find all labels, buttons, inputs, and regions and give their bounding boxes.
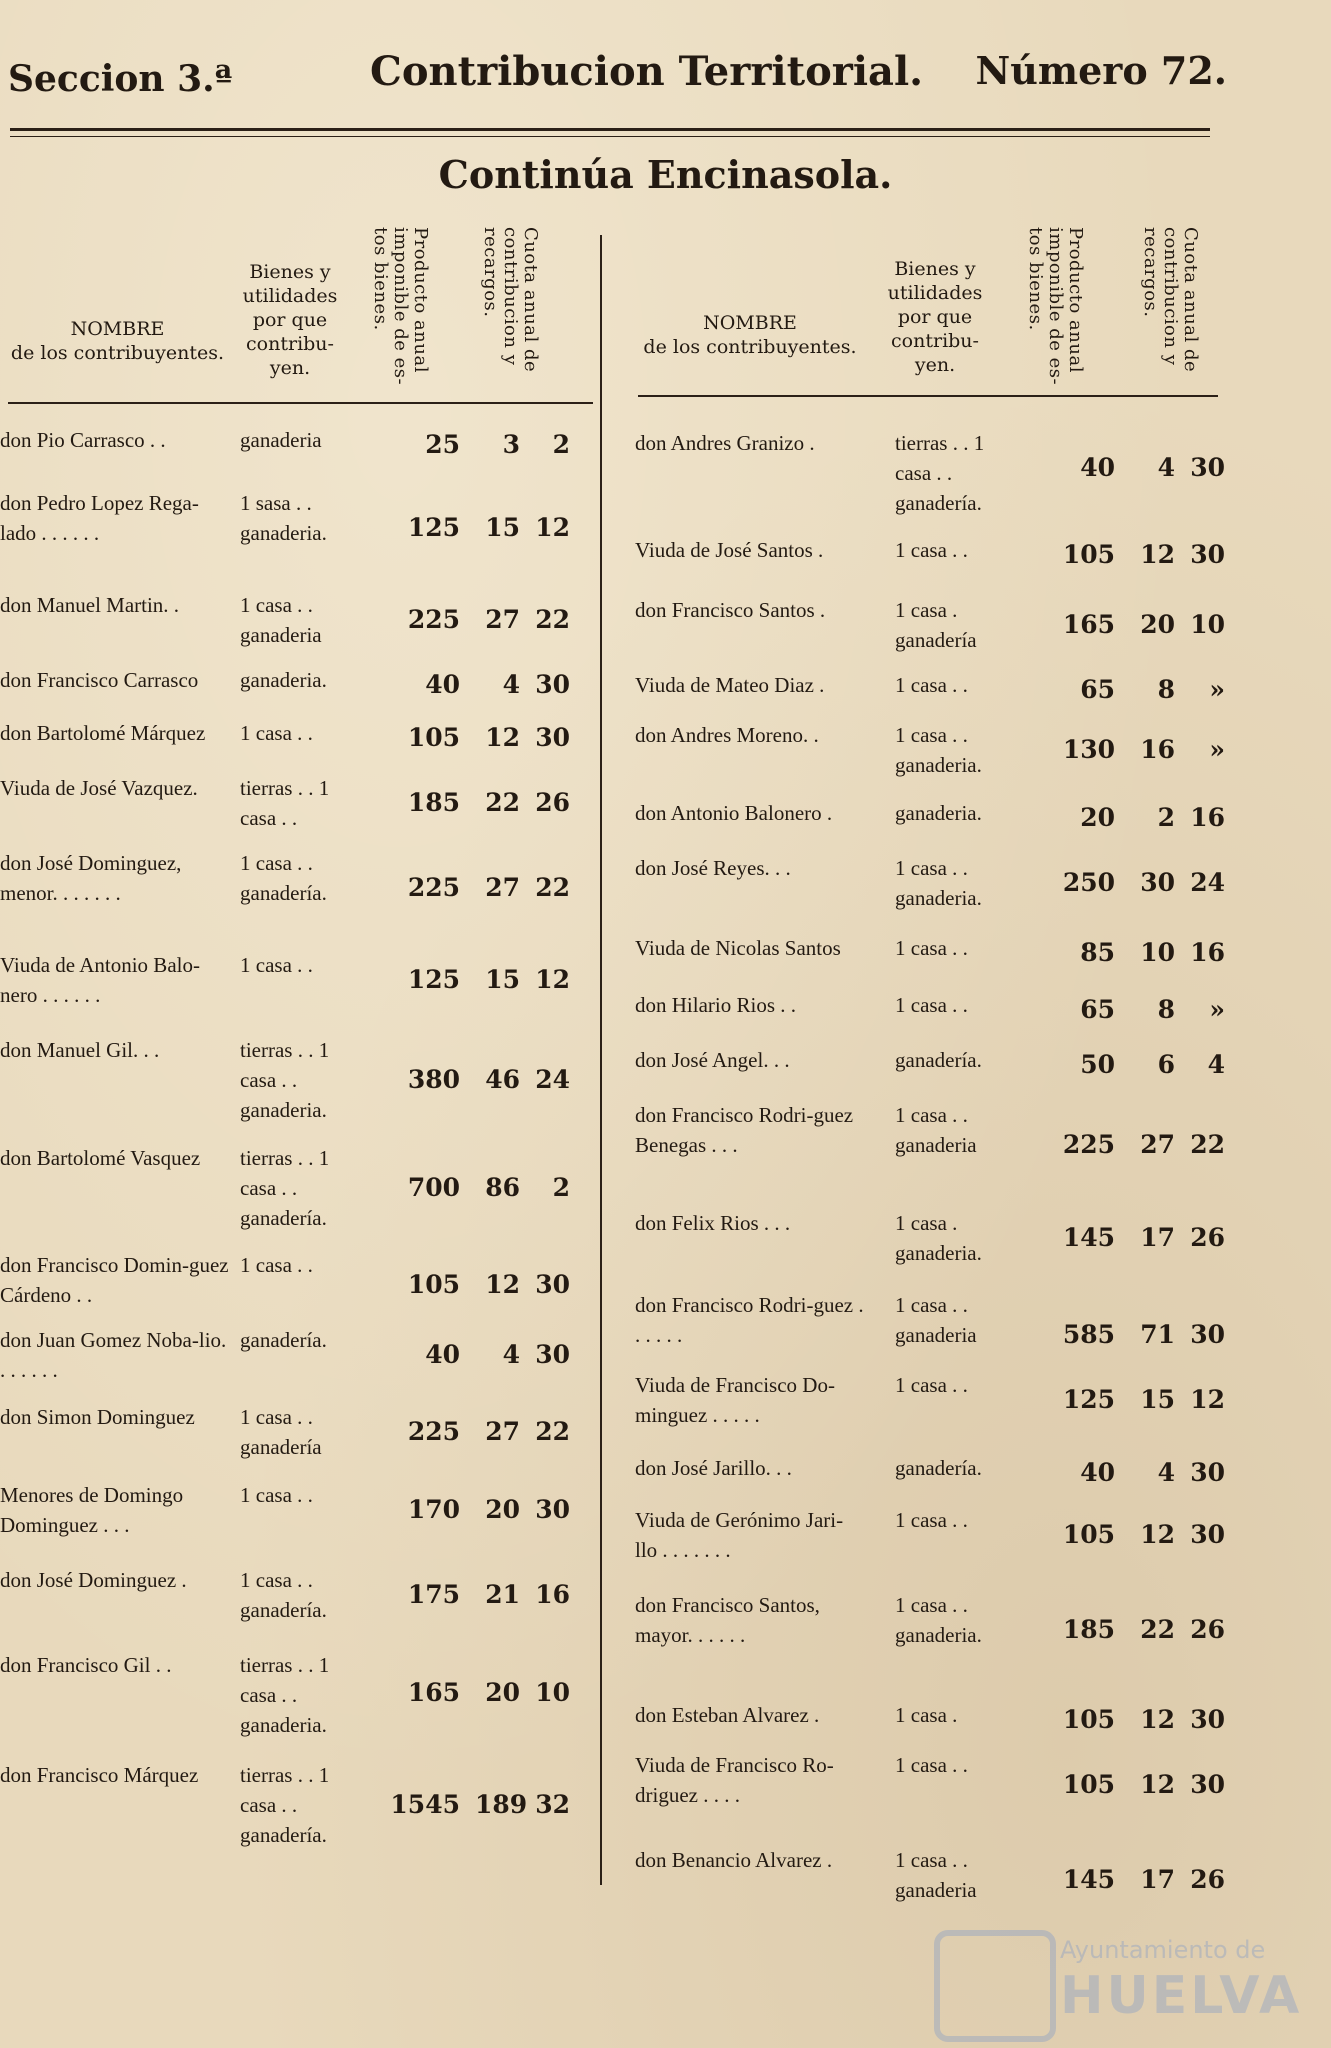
contributor-name: don Francisco Gil . . bbox=[0, 1653, 172, 1677]
table-row bbox=[0, 1250, 590, 1320]
table-row bbox=[635, 1045, 1225, 1085]
cuota-reales-value: 2 bbox=[1157, 803, 1175, 832]
contributor-name: don Francisco Márquez bbox=[0, 1763, 199, 1787]
producto-value: 125 bbox=[1062, 1385, 1115, 1414]
cuota-header: Cuota anual de contribucion y recargos. bbox=[480, 227, 541, 373]
property-type: 1 casa . . bbox=[895, 1508, 968, 1532]
producto-value: 250 bbox=[1062, 868, 1115, 897]
cuota-reales-value: 12 bbox=[485, 1270, 520, 1299]
contributor-name: don Antonio Balonero . bbox=[635, 801, 833, 825]
cuota-maravedis-value: » bbox=[1209, 995, 1225, 1024]
cuota-maravedis-value: 12 bbox=[1190, 1385, 1225, 1414]
property-type: 1 casa . . bbox=[895, 936, 968, 960]
contributor-name: don Francisco Santos . bbox=[635, 598, 826, 622]
cuota-maravedis-value: 30 bbox=[1190, 1770, 1225, 1799]
contributor-name: don Esteban Alvarez . bbox=[635, 1703, 820, 1727]
table-row bbox=[0, 848, 590, 928]
cuota-maravedis-value: 30 bbox=[535, 1495, 570, 1524]
cuota-maravedis-value: 4 bbox=[1207, 1050, 1225, 1079]
property-type: 1 casa . . ganaderia bbox=[895, 1848, 977, 1902]
name-header-title: NOMBRE bbox=[70, 318, 165, 340]
table-row bbox=[635, 1700, 1225, 1740]
header-rule bbox=[10, 128, 1210, 131]
contributor-name: Viuda de José Santos . bbox=[635, 538, 824, 562]
table-row bbox=[635, 853, 1225, 913]
producto-value: 170 bbox=[407, 1495, 460, 1524]
cuota-maravedis-value: » bbox=[1209, 735, 1225, 764]
section-label: Seccion 3.ª bbox=[8, 58, 233, 100]
watermark-line2: HUELVA bbox=[1060, 1966, 1303, 2026]
contributor-name: don Francisco Carrasco bbox=[0, 668, 199, 692]
property-type: 1 casa . ganadería bbox=[895, 598, 977, 652]
cuota-reales-value: 15 bbox=[485, 513, 520, 542]
cuota-maravedis-value: » bbox=[1209, 675, 1225, 704]
cuota-reales-value: 4 bbox=[1157, 453, 1175, 482]
cuota-reales-value: 17 bbox=[1140, 1865, 1175, 1894]
property-type: 1 casa . . ganaderia. bbox=[895, 1593, 982, 1647]
cuota-reales-value: 8 bbox=[1157, 995, 1175, 1024]
contributor-name: don Andres Moreno. . bbox=[635, 723, 819, 747]
table-row bbox=[635, 1100, 1225, 1190]
cuota-maravedis-value: 26 bbox=[1190, 1223, 1225, 1252]
table-row bbox=[0, 665, 590, 705]
property-type: ganadería. bbox=[895, 1456, 982, 1480]
producto-value: 700 bbox=[407, 1173, 460, 1202]
cuota-maravedis-value: 30 bbox=[1190, 1458, 1225, 1487]
cuota-reales-value: 16 bbox=[1140, 735, 1175, 764]
cuota-reales-value: 12 bbox=[1140, 540, 1175, 569]
producto-value: 130 bbox=[1062, 735, 1115, 764]
cuota-reales-value: 20 bbox=[485, 1677, 520, 1707]
cuota-reales-value: 4 bbox=[502, 1340, 520, 1369]
producto-value: 105 bbox=[407, 1270, 460, 1299]
producto-value: 105 bbox=[1062, 1705, 1115, 1734]
property-type: 1 casa . . bbox=[240, 1253, 313, 1277]
contributor-name: don Felix Rios . . . bbox=[635, 1211, 791, 1235]
contributor-name: don José Reyes. . . bbox=[635, 856, 791, 880]
cuota-reales-value: 27 bbox=[1140, 1130, 1175, 1159]
producto-value: 40 bbox=[425, 1340, 460, 1369]
contributor-name: don Francisco Rodri-guez . . . . . . bbox=[635, 1293, 864, 1347]
contributor-name: don Francisco Rodri-guez Benegas . . . bbox=[635, 1103, 854, 1157]
property-type: 1 casa . . bbox=[895, 538, 968, 562]
cuota-maravedis-value: 24 bbox=[1190, 868, 1225, 897]
property-type: ganadería. bbox=[895, 1048, 982, 1072]
producto-value: 125 bbox=[407, 965, 460, 994]
cuota-reales-value: 4 bbox=[502, 670, 520, 699]
property-type: ganaderia bbox=[240, 428, 322, 452]
table-row bbox=[0, 950, 590, 1010]
property-type: 1 casa . . ganadería. bbox=[240, 1568, 327, 1622]
page-title: Contribucion Territorial. bbox=[370, 48, 924, 95]
contributor-name: don Manuel Gil. . . bbox=[0, 1038, 160, 1062]
producto-header: Producto anual imponible de es-tos bienes. bbox=[370, 227, 431, 386]
table-row bbox=[0, 1480, 590, 1540]
cuota-reales-value: 12 bbox=[1140, 1520, 1175, 1549]
cuota-maravedis-value: 10 bbox=[535, 1677, 570, 1707]
table-row bbox=[0, 1565, 590, 1625]
table-row bbox=[635, 933, 1225, 973]
table-row bbox=[0, 1402, 590, 1462]
contributor-name: don Francisco Santos, mayor. . . . . . bbox=[635, 1593, 820, 1647]
cuota-maravedis-value: 30 bbox=[1190, 1320, 1225, 1349]
cuota-maravedis-value: 10 bbox=[1190, 610, 1225, 639]
table-row bbox=[635, 798, 1225, 838]
producto-value: 175 bbox=[407, 1580, 460, 1609]
contributor-name: don José Dominguez . bbox=[0, 1568, 187, 1592]
cuota-maravedis-value: 12 bbox=[535, 513, 570, 542]
property-type: 1 sasa . . ganaderia. bbox=[240, 491, 327, 545]
producto-value: 105 bbox=[1062, 540, 1115, 569]
producto-value: 165 bbox=[407, 1677, 460, 1707]
producto-value: 20 bbox=[1080, 803, 1115, 832]
cuota-reales-value: 8 bbox=[1157, 675, 1175, 704]
producto-value: 40 bbox=[1080, 453, 1115, 482]
contributor-name: Menores de Domingo Dominguez . . . bbox=[0, 1483, 184, 1537]
table-row bbox=[635, 428, 1225, 515]
property-type: 1 casa . . bbox=[240, 721, 313, 745]
cuota-reales-value: 22 bbox=[1140, 1615, 1175, 1644]
property-type: tierras . . 1 casa . . ganadería. bbox=[240, 1146, 330, 1230]
producto-value: 225 bbox=[407, 605, 460, 634]
producto-value: 380 bbox=[407, 1065, 460, 1094]
cuota-header: Cuota anual de contribucion y recargos. bbox=[1140, 227, 1201, 373]
cuota-maravedis-value: 16 bbox=[1190, 938, 1225, 967]
name-header-sub: de los contribuyentes. bbox=[643, 336, 857, 358]
property-type: tierras . . 1 casa . . ganadería. bbox=[240, 1763, 330, 1847]
cuota-reales-value: 27 bbox=[485, 873, 520, 902]
cuota-maravedis-value: 30 bbox=[1190, 540, 1225, 569]
property-type: tierras . . 1 casa . . ganadería. bbox=[895, 431, 985, 515]
column-divider bbox=[600, 235, 602, 1885]
left-header-rule bbox=[8, 402, 593, 404]
property-type: 1 casa . . ganaderia bbox=[240, 593, 322, 647]
table-row bbox=[635, 1505, 1225, 1565]
cuota-maravedis-value: 26 bbox=[1190, 1615, 1225, 1644]
contributor-name: don Bartolomé Vasquez bbox=[0, 1146, 201, 1170]
cuota-reales-value: 10 bbox=[1140, 938, 1175, 967]
contributor-name: Viuda de Nicolas Santos bbox=[635, 936, 841, 960]
table-row bbox=[0, 1760, 590, 1850]
contributor-name: Viuda de Gerónimo Jari-llo . . . . . . . bbox=[635, 1508, 844, 1562]
contributor-name: don Manuel Martin. . bbox=[0, 593, 180, 617]
cuota-maravedis-value: 16 bbox=[535, 1580, 570, 1609]
property-type: 1 casa . . bbox=[240, 1483, 313, 1507]
cuota-reales-value: 12 bbox=[1140, 1705, 1175, 1734]
producto-header: Producto anual imponible de es-tos bienes. bbox=[1025, 227, 1086, 386]
cuota-reales-value: 21 bbox=[485, 1580, 520, 1609]
page-header bbox=[0, 40, 1331, 110]
table-row bbox=[0, 773, 590, 833]
watermark-line1: Ayuntamiento de bbox=[1060, 1936, 1266, 1964]
contributor-name: Viuda de Antonio Balo-nero . . . . . . bbox=[0, 953, 200, 1007]
table-row bbox=[635, 720, 1225, 780]
property-type: ganadería. bbox=[240, 1328, 327, 1352]
table-row bbox=[0, 1650, 590, 1735]
contributor-name: don Hilario Rios . . bbox=[635, 993, 796, 1017]
table-row bbox=[635, 1208, 1225, 1268]
cuota-maravedis-value: 30 bbox=[535, 1270, 570, 1299]
producto-value: 65 bbox=[1080, 995, 1115, 1024]
cuota-reales-value: 12 bbox=[485, 723, 520, 752]
producto-value: 50 bbox=[1080, 1050, 1115, 1079]
cuota-maravedis-value: 22 bbox=[535, 873, 570, 902]
producto-value: 125 bbox=[407, 513, 460, 542]
left-table-header bbox=[0, 225, 600, 405]
property-type: 1 casa . . bbox=[895, 1373, 968, 1397]
property-type: 1 casa . . ganaderia. bbox=[895, 723, 982, 777]
property-type: tierras . . 1 casa . . bbox=[240, 776, 330, 830]
cuota-reales-value: 189 bbox=[475, 1790, 528, 1819]
name-header-sub: de los contribuyentes. bbox=[10, 342, 225, 364]
property-type: 1 casa . . ganadería. bbox=[240, 851, 327, 905]
table-row bbox=[635, 670, 1225, 710]
contributor-name: don Andres Granizo . bbox=[635, 431, 815, 455]
contributor-name: don Pio Carrasco . . bbox=[0, 428, 166, 452]
right-header-rule bbox=[638, 395, 1218, 397]
contributor-name: don José Dominguez, menor. . . . . . . bbox=[0, 851, 182, 905]
contributor-name: don Juan Gomez Noba-lio. . . . . . . bbox=[0, 1328, 227, 1382]
contributor-name: don Simon Dominguez bbox=[0, 1405, 195, 1429]
property-type: 1 casa . . bbox=[895, 993, 968, 1017]
producto-value: 40 bbox=[1080, 1458, 1115, 1487]
table-row bbox=[635, 535, 1225, 575]
cuota-reales-value: 15 bbox=[1140, 1385, 1175, 1414]
cuota-reales-value: 20 bbox=[1140, 610, 1175, 639]
cuota-reales-value: 22 bbox=[485, 788, 520, 817]
table-row bbox=[0, 718, 590, 758]
table-row bbox=[0, 425, 590, 465]
contributor-name: Viuda de José Vazquez. bbox=[0, 776, 198, 800]
cuota-maravedis-value: 22 bbox=[535, 605, 570, 634]
producto-value: 85 bbox=[1080, 938, 1115, 967]
table-row bbox=[635, 990, 1225, 1030]
table-row bbox=[0, 1325, 590, 1385]
table-row bbox=[0, 488, 590, 568]
contributor-name: Viuda de Francisco Ro-driguez . . . . bbox=[635, 1753, 834, 1807]
cuota-maravedis-value: 22 bbox=[535, 1417, 570, 1446]
property-type: 1 casa . . ganadería bbox=[240, 1405, 322, 1459]
table-row bbox=[635, 1453, 1225, 1493]
table-row bbox=[0, 590, 590, 650]
header-rule-thin bbox=[10, 136, 1210, 137]
contributor-name: don Francisco Domin-guez Cárdeno . . bbox=[0, 1253, 229, 1307]
cuota-maravedis-value: 30 bbox=[1190, 1520, 1225, 1549]
cuota-reales-value: 20 bbox=[485, 1495, 520, 1524]
name-header bbox=[630, 311, 870, 359]
property-type: 1 casa . . bbox=[240, 953, 313, 977]
contributor-name: don José Jarillo. . . bbox=[635, 1456, 792, 1480]
bienes-header: Bienes y utilidades por que contribu-yen. bbox=[242, 261, 338, 379]
table-row bbox=[0, 1035, 590, 1125]
cuota-maravedis-value: 30 bbox=[535, 1340, 570, 1369]
producto-value: 225 bbox=[407, 1417, 460, 1446]
producto-value: 105 bbox=[407, 723, 460, 752]
cuota-reales-value: 30 bbox=[1140, 868, 1175, 897]
property-type: tierras . . 1 casa . . ganaderia. bbox=[240, 1653, 330, 1737]
name-header bbox=[0, 317, 235, 365]
page-number: Número 72. bbox=[975, 48, 1227, 93]
cuota-reales-value: 3 bbox=[502, 430, 520, 459]
cuota-maravedis-value: 26 bbox=[1190, 1865, 1225, 1894]
right-table-header bbox=[630, 225, 1230, 405]
producto-value: 105 bbox=[1062, 1520, 1115, 1549]
cuota-reales-value: 15 bbox=[485, 965, 520, 994]
table-row bbox=[635, 595, 1225, 655]
table-row bbox=[635, 1590, 1225, 1670]
property-type: 1 casa . . ganaderia. bbox=[895, 856, 982, 910]
cuota-maravedis-value: 2 bbox=[552, 430, 570, 459]
property-type: 1 casa . . bbox=[895, 1753, 968, 1777]
table-row bbox=[635, 1750, 1225, 1820]
bienes-header: Bienes y utilidades por que contribu-yen. bbox=[887, 258, 983, 376]
cuota-maravedis-value: 12 bbox=[535, 965, 570, 994]
property-type: ganaderia. bbox=[240, 668, 327, 692]
name-header-title: NOMBRE bbox=[703, 312, 797, 334]
producto-value: 145 bbox=[1062, 1223, 1115, 1252]
cuota-reales-value: 27 bbox=[485, 1417, 520, 1446]
contributor-name: don José Angel. . . bbox=[635, 1048, 790, 1072]
producto-value: 585 bbox=[1062, 1320, 1115, 1349]
cuota-reales-value: 17 bbox=[1140, 1223, 1175, 1252]
cuota-maravedis-value: 30 bbox=[1190, 1705, 1225, 1734]
producto-value: 145 bbox=[1062, 1865, 1115, 1894]
municipality-title: Continúa Encinasola. bbox=[438, 152, 893, 197]
cuota-reales-value: 27 bbox=[485, 605, 520, 634]
cuota-maravedis-value: 30 bbox=[1190, 453, 1225, 482]
producto-value: 225 bbox=[1062, 1130, 1115, 1159]
producto-value: 185 bbox=[1062, 1615, 1115, 1644]
cuota-maravedis-value: 30 bbox=[535, 670, 570, 699]
table-row bbox=[635, 1290, 1225, 1380]
contributor-name: Viuda de Francisco Do-minguez . . . . . bbox=[635, 1373, 835, 1427]
table-row bbox=[635, 1370, 1225, 1430]
table-row bbox=[635, 1845, 1225, 1915]
producto-value: 40 bbox=[425, 670, 460, 699]
producto-value: 25 bbox=[425, 430, 460, 459]
property-type: 1 casa . . ganaderia bbox=[895, 1293, 977, 1347]
watermark bbox=[920, 1930, 1320, 2030]
producto-value: 165 bbox=[1062, 610, 1115, 639]
seal-icon bbox=[934, 1930, 1056, 2042]
cuota-maravedis-value: 30 bbox=[535, 723, 570, 752]
property-type: 1 casa . . ganaderia bbox=[895, 1103, 977, 1157]
cuota-maravedis-value: 32 bbox=[535, 1790, 570, 1819]
cuota-reales-value: 12 bbox=[1140, 1770, 1175, 1799]
cuota-maravedis-value: 22 bbox=[1190, 1130, 1225, 1159]
cuota-reales-value: 4 bbox=[1157, 1458, 1175, 1487]
producto-value: 1545 bbox=[390, 1790, 460, 1819]
cuota-reales-value: 86 bbox=[485, 1173, 520, 1202]
cuota-maravedis-value: 2 bbox=[552, 1173, 570, 1202]
contributor-name: don Benancio Alvarez . bbox=[635, 1848, 833, 1872]
cuota-maravedis-value: 26 bbox=[535, 788, 570, 817]
contributor-name: don Bartolomé Márquez bbox=[0, 721, 206, 745]
producto-value: 225 bbox=[407, 873, 460, 902]
property-type: ganaderia. bbox=[895, 801, 982, 825]
property-type: 1 casa . bbox=[895, 1703, 958, 1727]
producto-value: 65 bbox=[1080, 675, 1115, 704]
table-row bbox=[0, 1143, 590, 1233]
property-type: tierras . . 1 casa . . ganaderia. bbox=[240, 1038, 330, 1122]
cuota-reales-value: 46 bbox=[485, 1065, 520, 1094]
contributor-name: don Pedro Lopez Rega-lado . . . . . . bbox=[0, 491, 199, 545]
cuota-reales-value: 71 bbox=[1140, 1320, 1175, 1349]
cuota-maravedis-value: 24 bbox=[535, 1065, 570, 1094]
cuota-maravedis-value: 16 bbox=[1190, 803, 1225, 832]
producto-value: 105 bbox=[1062, 1770, 1115, 1799]
property-type: 1 casa . . bbox=[895, 673, 968, 697]
producto-value: 185 bbox=[407, 788, 460, 817]
contributor-name: Viuda de Mateo Diaz . bbox=[635, 673, 825, 697]
property-type: 1 casa . ganaderia. bbox=[895, 1211, 982, 1265]
cuota-reales-value: 6 bbox=[1157, 1050, 1175, 1079]
